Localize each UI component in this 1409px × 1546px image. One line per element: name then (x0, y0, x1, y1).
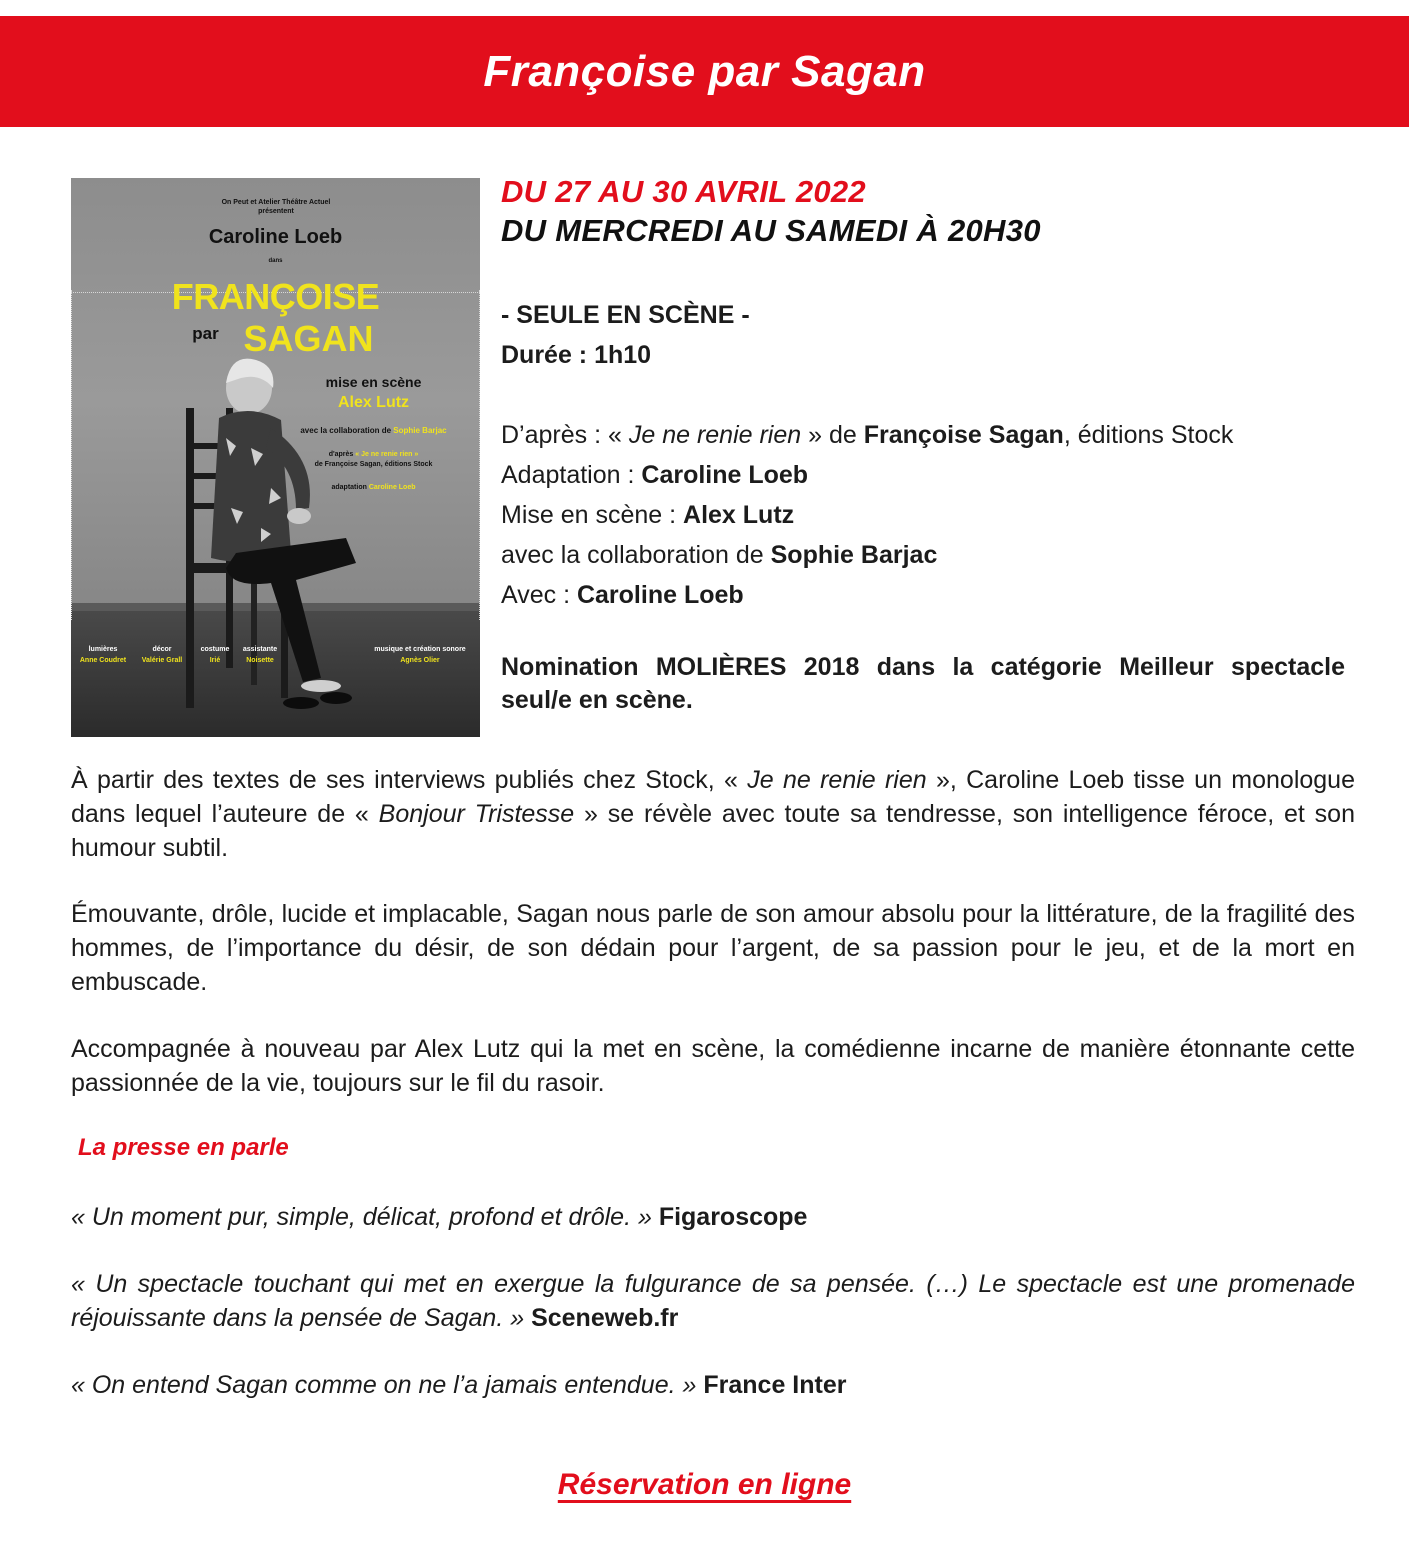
poster-dapres (169, 450, 480, 470)
poster-title-line2: SAGAN (243, 318, 374, 359)
poster-collab-prefix: avec la collaboration de (300, 426, 392, 435)
poster-mise-en-scene: mise en scène (325, 374, 422, 390)
duration-label: Durée : 1h10 (501, 341, 652, 369)
poster-dapres-author: de Françoise Sagan, éditions Stock (314, 461, 433, 468)
press-quote: « On entend Sagan comme on ne l’a jamais entendue. » France Inter (71, 1371, 847, 1399)
poster-director: Alex Lutz (337, 394, 410, 411)
description-paragraph-3: Accompagnée à nouveau par Alex Lutz qui la met en scène, la comédienne incarne de manière étonnante cette passionnée de la vie, toujours sur le fil du rasoir. (71, 1035, 1355, 1097)
poster-collab-name: Sophie Barjac (393, 426, 447, 435)
dapres-line: D’après : « Je ne renie rien » de Françoise Sagan, éditions Stock (501, 421, 1234, 449)
poster-credit: musique et création sonore Agnès Olier (374, 646, 466, 664)
show-schedule: DU MERCREDI AU SAMEDI À 20H30 (501, 213, 1041, 248)
press-quote: « Un moment pur, simple, délicat, profond et drôle. » Figaroscope (71, 1203, 808, 1231)
description-paragraph-2: Émouvante, drôle, lucide et implacable, Sagan nous parle de son amour absolu pour la littérature, de la fragilité des hommes, de l’importance du désir, de son dédain pour l’argent, de sa passion pour le jeu, et de la mort en embuscade. (71, 900, 1355, 996)
genre-label: - SEULE EN SCÈNE - (501, 301, 750, 329)
collaboration-line: avec la collaboration de Sophie Barjac (501, 541, 938, 569)
poster-credit: assistante Noisette (242, 646, 278, 664)
show-poster (71, 178, 480, 737)
poster-adaptation-name: Caroline Loeb (368, 484, 416, 491)
cast-line: Avec : Caroline Loeb (501, 581, 744, 609)
poster-adaptation (169, 484, 480, 491)
poster-adaptation-prefix: adaptation (331, 484, 367, 491)
poster-title-line1: FRANÇOISE (171, 276, 380, 317)
page-title: Françoise par Sagan (483, 46, 926, 96)
poster-actress: Caroline Loeb (208, 226, 343, 248)
description-paragraph-1: À partir des textes de ses interviews publiés chez Stock, « Je ne renie rien », Caroline Loeb tisse un monologue dans lequel l’auteure de « Bonjour Tristesse » se révèle avec toute sa tendresse, son intelligence féroce, et son humour subtil. (71, 766, 1355, 862)
poster-dans: dans (268, 258, 283, 264)
poster-credit: lumières Anne Coudret (79, 646, 127, 664)
adaptation-line: Adaptation : Caroline Loeb (501, 461, 809, 489)
poster-title-par: par (192, 324, 219, 343)
press-quote: « Un spectacle touchant qui met en exergue la fulgurance de sa pensée. (…) Le spectacle est une promenade réjouissante dans la pensée de Sagan. » Sceneweb.fr (71, 1270, 1355, 1332)
show-dates: DU 27 AU 30 AVRIL 2022 (501, 174, 866, 209)
poster-credit: décor Valérie Grall (141, 646, 183, 664)
poster-dapres-prefix: d'après (328, 451, 354, 458)
poster-presents: On Peut et Atelier Théâtre Actuel présentent (221, 199, 331, 215)
poster-dapres-title: « Je ne renie rien » (355, 451, 419, 458)
reservation-link[interactable]: Réservation en ligne (557, 1468, 852, 1501)
poster-collaboration (169, 426, 480, 435)
poster-credit: costume Irié (200, 646, 230, 664)
press-heading: La presse en parle (78, 1134, 289, 1161)
mise-en-scene-line: Mise en scène : Alex Lutz (501, 501, 795, 529)
nomination-text: Nomination MOLIÈRES 2018 dans la catégorie Meilleur spectacle seul/e en scène. (501, 653, 1345, 714)
reservation-container (0, 1468, 1409, 1502)
title-banner (0, 16, 1409, 127)
